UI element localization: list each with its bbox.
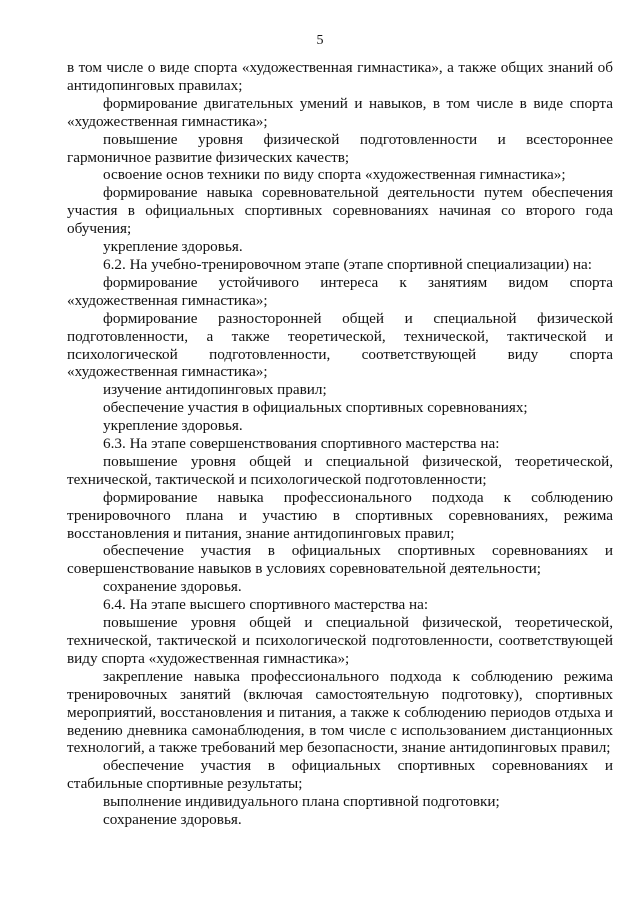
section-heading: 6.2. На учебно-тренировочном этапе (этапе спортивной специализации) на: — [103, 255, 593, 273]
paragraph: формирование двигательных умений и навыков, в том числе в виде спорта «художественная гимнастика»; — [67, 94, 613, 130]
paragraph: повышение уровня общей и специальной физической, теоретической, технической, тактической и психологической подготовленности; — [67, 452, 613, 488]
paragraph: освоение основ техники по виду спорта «художественная гимнастика»; — [103, 166, 566, 184]
paragraph: обеспечение участия в официальных спортивных соревнованиях; — [103, 399, 528, 417]
paragraph: обеспечение участия в официальных спортивных соревнованиях и стабильные спортивные результаты; — [67, 757, 613, 793]
paragraph: формирование навыка соревновательной деятельности путем обеспечения участия в официальных спортивных соревнованиях начиная со второго года обучения; — [67, 184, 613, 238]
paragraph: повышение уровня общей и специальной физической, теоретической, технической, тактической и психологической подготовленности, соответствующей виду спорта «художественная гимнастика»; — [67, 614, 613, 667]
paragraph: выполнение индивидуального плана спортивной подготовки; — [103, 793, 500, 811]
document-body — [67, 59, 613, 829]
paragraph: в том числе о виде спорта «художественная гимнастика», а также общих знаний об антидопинговых правилах; — [67, 59, 613, 94]
paragraph: закрепление навыка профессионального подхода к соблюдению режима тренировочных занятий (включая самостоятельную подготовку), спортивных мероприятий, восстановления и питания, а также к соблюдению периодов отдыха и ведению дневника самонаблюдения, в том числе с использованием дистанционных технологий, а также требований мер безопасности, знание антидопинговых правил; — [67, 667, 613, 757]
paragraph: укрепление здоровья. — [103, 417, 243, 435]
paragraph: изучение антидопинговых правил; — [103, 381, 327, 399]
paragraph: укрепление здоровья. — [103, 238, 243, 256]
paragraph: сохранение здоровья. — [103, 578, 242, 596]
paragraph: формирование устойчивого интереса к занятиям видом спорта «художественная гимнастика»; — [67, 273, 613, 309]
paragraph: повышение уровня физической подготовленности и всестороннее гармоничное развитие физических качеств; — [67, 130, 613, 166]
paragraph: формирование навыка профессионального подхода к соблюдению тренировочного плана и участию в спортивных соревнованиях, режима восстановления и питания, знание антидопинговых правил; — [67, 488, 613, 542]
page-number: 5 — [316, 33, 324, 48]
paragraph: обеспечение участия в официальных спортивных соревнованиях и совершенствование навыков в условиях соревновательной деятельности; — [67, 542, 613, 578]
paragraph: сохранение здоровья. — [103, 811, 242, 829]
section-heading: 6.4. На этапе высшего спортивного мастерства на: — [103, 596, 429, 614]
paragraph: формирование разносторонней общей и специальной физической подготовленности, а также теоретической, технической, тактической и психологической подготовленности, соответствующей виду спорта «художественная гимнастика»; — [67, 309, 613, 381]
section-heading: 6.3. На этапе совершенствования спортивного мастерства на: — [103, 435, 500, 453]
